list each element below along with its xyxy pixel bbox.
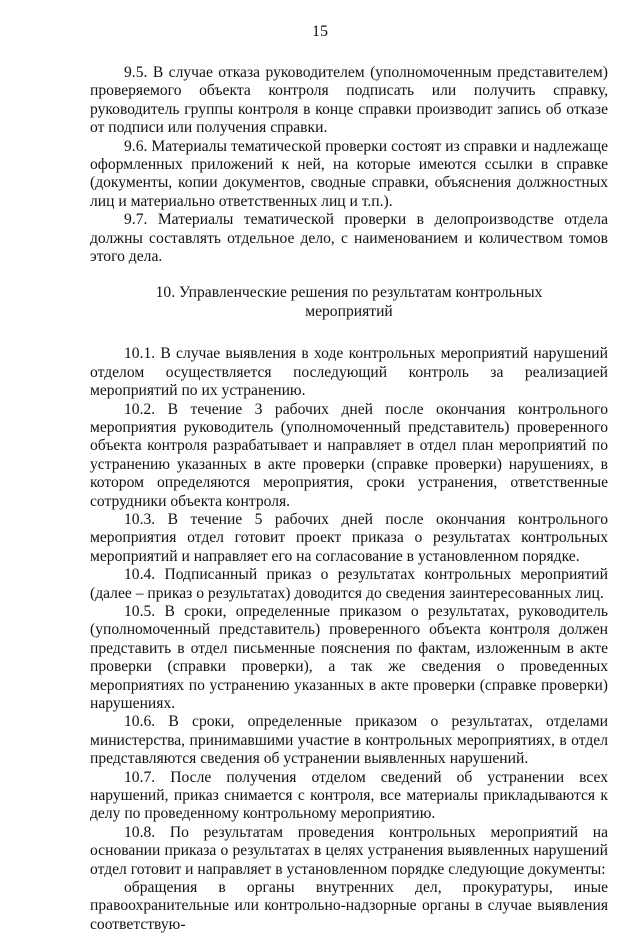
paragraph-9-5: 9.5. В случае отказа руководителем (уполномоченным представителем) проверяемого объекта контроля подписать или получить справку, руководитель группы контроля в конце справки производит запись об отказе от подписи или получения справки.	[90, 64, 608, 137]
paragraph-10-1: 10.1. В случае выявления в ходе контрольных мероприятий нарушений отделом осуществляется последующий контроль за реализацией мероприятий по их устранению.	[90, 345, 608, 400]
section-heading-line-2: мероприятий	[305, 302, 393, 320]
paragraph-10-5: 10.5. В сроки, определенные приказом о результатах, руководитель (уполномоченный представитель) проверенного объекта контроля должен представить в отдел письменные пояснения по фактам, изложенным в акте проверки (справки проверки), а так же сведения о проведенных мероприятиях по устранению указанных в акте проверки (справке проверки) нарушениях.	[90, 602, 608, 712]
section-heading-10	[90, 284, 608, 321]
paragraph-10-8: 10.8. По результатам проведения контрольных мероприятий на основании приказа о результатах в целях устранения выявленных нарушений отдел готовит и направляет в установленном порядке следующие документы:	[90, 823, 608, 878]
paragraph-appeals: обращения в органы внутренних дел, прокуратуры, иные правоохранительные или контрольно-надзорные органы в случае выявления соответствую-	[90, 879, 608, 933]
page-number: 15	[312, 23, 328, 40]
paragraph-10-7: 10.7. После получения отделом сведений об устранении всех нарушений, приказ снимается с контроля, все материалы прикладываются к делу по проведенному контрольному мероприятию.	[90, 768, 608, 823]
paragraph-9-7: 9.7. Материалы тематической проверки в делопроизводстве отдела должны составлять отдельное дело, с наименованием и количеством томов этого дела.	[90, 211, 608, 266]
paragraph-10-4: 10.4. Подписанный приказ о результатах контрольных мероприятий (далее – приказ о результатах) доводится до сведения заинтересованных лиц.	[90, 566, 608, 602]
section-heading-line-1: 10. Управленческие решения по результатам контрольных	[155, 284, 543, 302]
paragraph-9-6: 9.6. Материалы тематической проверки состоят из справки и надлежаще оформленных приложений к ней, на которые имеются ссылки в справке (документы, копии документов, сводные справки, объяснения должностных лиц и материально ответственных лиц и т.п.).	[90, 137, 608, 210]
paragraph-10-6: 10.6. В сроки, определенные приказом о результатах, отделами министерства, принимавшими участие в контрольных мероприятиях, в отдел представляются сведения об устранении выявленных нарушений.	[90, 713, 608, 768]
paragraph-10-3: 10.3. В течение 5 рабочих дней после окончания контрольного мероприятия отдел готовит проект приказа о результатах контрольных мероприятий и направляет его на согласование в установленном порядке.	[90, 510, 608, 565]
document-body	[90, 64, 608, 934]
paragraph-10-2: 10.2. В течение 3 рабочих дней после окончания контрольного мероприятия руководитель (уполномоченный представитель) проверенного объекта контроля разрабатывает и направляет в отдел план мероприятий по устранению указанных в акте проверки (справке проверки) нарушениях, в котором определяются мероприятия, сроки устранения, ответственные сотрудники объекта контроля.	[90, 400, 608, 510]
